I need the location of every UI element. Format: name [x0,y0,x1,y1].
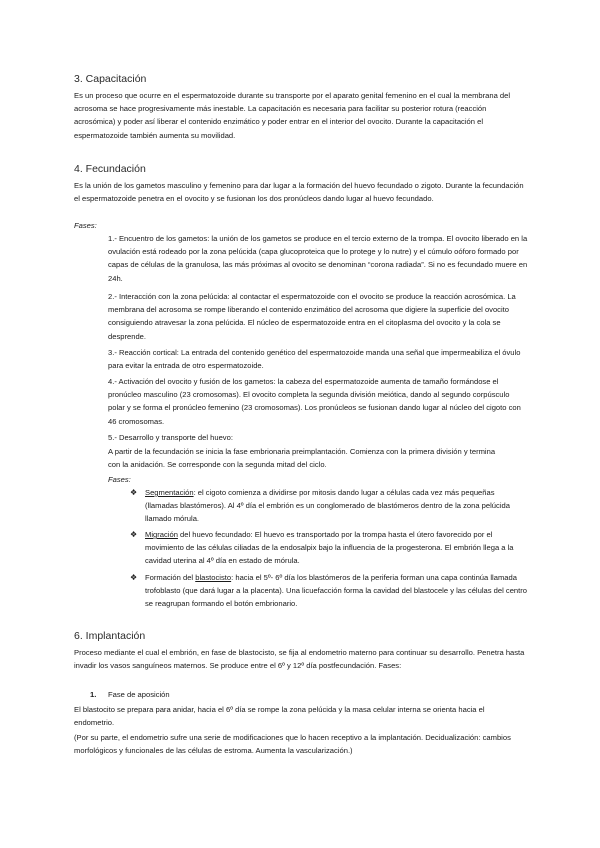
diamond-bullet-icon: ❖ [130,573,138,582]
step-1-number: 1. [90,690,97,699]
term-migracion: Migración [145,530,178,539]
diamond-bullet-icon: ❖ [130,488,138,497]
text-segmentacion: : el cigoto comienza a dividirse por mitosis dando lugar a células cada vez más pequeñas (llamadas blastómeros). Al 4º día el embrión es un conglomerado de blastómeros dentro de la zona pelúcida llamado mórula. [145,488,510,524]
fases-label: Fases: [74,221,97,230]
implantacion-body-1: El blastocito se prepara para anidar, hacia el 6º día se rompe la zona pelúcida y la masa celular interna se orienta hacia el endometrio. [74,705,485,728]
capacitacion-body: Es un proceso que ocurre en el espermatozoide durante su transporte por el aparato genital femenino en el cual la membrana del acrosoma se hace progresivamente más inestable. La capacitación es necesaria para facilitar su posterior rotura (reacción acrosómica) y poder así liberar el contenido enzimático y poder entrar en el interior del ovocito. Durante la capacitación el espermatozoide también aumenta su movilidad. [74,91,511,140]
fases-label-2: Fases: [108,475,131,484]
sub-segmentacion [145,486,527,526]
text-migracion: del huevo fecundado: El huevo es transportado por la trompa hasta el útero favorecido por el movimiento de las células ciliadas de la endosalpix bajo la influencia de la progesterona. El embrión llega a la cavidad uterina al 4º día en estado de mórula. [145,530,514,566]
diamond-bullet-icon: ❖ [130,530,138,539]
term-blastocisto: blastocisto [195,573,232,582]
text-blastocisto: : hacia el 5º- 6º día los blastómeros de la periferia forman una capa continúa llamada trofoblasto (que dará lugar a la placenta). Una licuefacción forma la cavidad del blastocele y las células del centro se reagrupan formando el botón embrionario. [145,573,528,609]
step-1-title: Fase de aposición [108,690,170,699]
term-segmentacion: Segmentación [145,488,194,497]
section-title-implantacion: 6. Implantación [74,630,146,642]
phase-3: 3.- Reacción cortical: La entrada del contenido genético del espermatozoide manda una señal que impermeabiliza el óvulo para evitar la entrada de otro espermatozoide. [108,348,521,371]
section-title-capacitacion: 3. Capacitación [74,73,147,85]
implantacion-body-2: (Por su parte, el endometrio sufre una serie de modificaciones que lo hacen receptivo a la implantación. Decidualización: cambios morfológicos y funcionales de las células de estroma. Aumenta la vascularización.) [74,733,511,756]
implantacion-intro: Proceso mediante el cual el embrión, en fase de blastocisto, se fija al endometrio materno para continuar su desarrollo. Penetra hasta invadir los vasos sanguíneos maternos. Se produce entre el 6º y 12º día postfecundación. Fases: [74,648,525,671]
section-title-fecundacion: 4. Fecundación [74,163,146,175]
sub-blastocisto [145,571,533,611]
phase-4: 4.- Activación del ovocito y fusión de los gametos: la cabeza del espermatozoide aumenta de tamaño formándose el pronúcleo masculino (23 cromosomas). El ovocito completa la segunda división meiótica, dando al segundo corpúsculo polar y se forma el pronúcleo femenino (23 cromosomas). Los pronúcleos se fusionan dando lugar al núcleo del cigoto con 46 cromosomas. [108,377,521,426]
pre-blastocisto: Formación del [145,573,196,582]
phase-2: 2.- Interacción con la zona pelúcida: al contactar el espermatozoide con el ovocito se produce la reacción acrosómica. La membrana del acrosoma se rompe liberando el contenido enzimático del acrosoma que digiere la superficie del ovocito consiguiendo atravesar la zona pelúcida. El núcleo de espermatozoide entra en el citoplasma del ovocito y la cola se desprende. [108,292,516,341]
phase-5-title: 5.- Desarrollo y transporte del huevo: [108,433,233,442]
phase-1: 1.- Encuentro de los gametos: la unión de los gametos se produce en el tercio externo de la trompa. El ovocito liberado en la ovulación está rodeado por la zona pelúcida (capa glucoproteica que lo protege y lo nutre) y el cúmulo oóforo formado por capas de células de la granulosa, las más próximas al ovocito se denominan “corona radiada”. Si no es fecundado muere en 24h. [108,234,528,283]
sub-migracion [145,528,527,568]
phase-5-body: A partir de la fecundación se inicia la fase embrionaria preimplantación. Comienza con la primera división y termina con la anidación. Se corresponde con la segunda mitad del ciclo. [108,447,496,470]
fecundacion-intro: Es la unión de los gametos masculino y femenino para dar lugar a la formación del huevo fecundado o zigoto. Durante la fecundación el espermatozoide penetra en el ovocito y se fusionan los dos pronúcleos dando lugar al huevo fecundado. [74,181,524,204]
